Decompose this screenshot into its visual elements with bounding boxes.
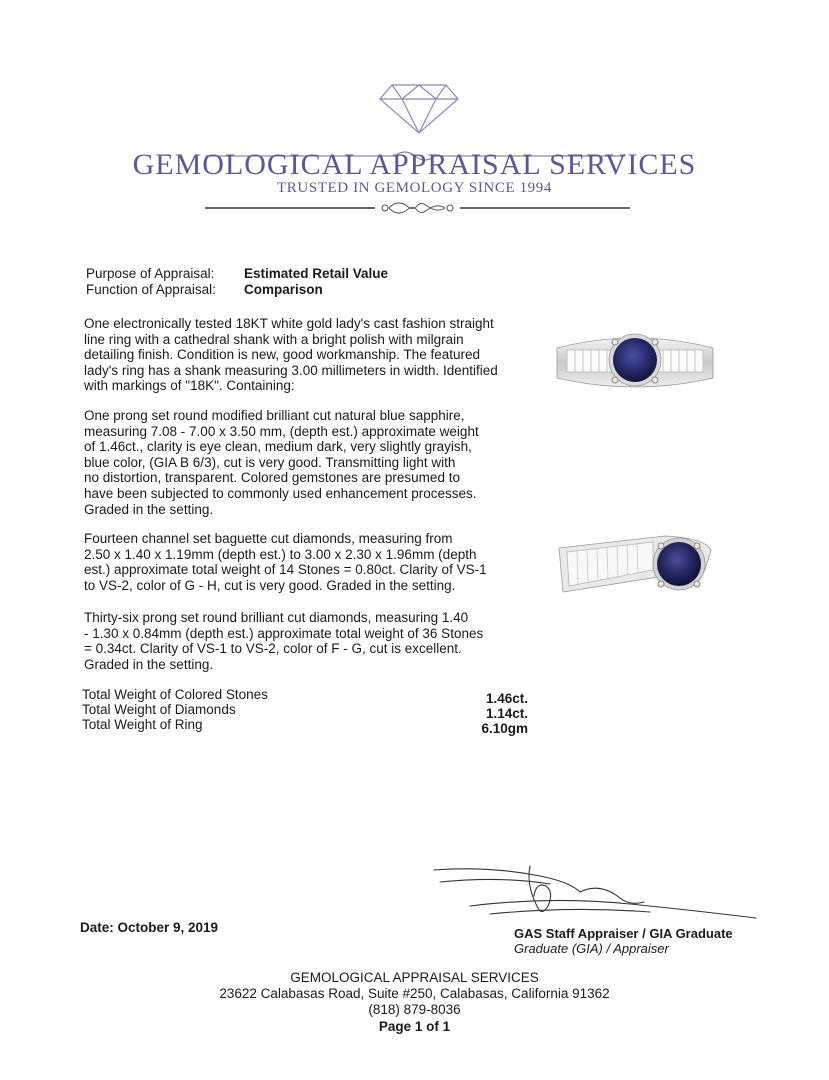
appraiser-signature — [430, 862, 760, 924]
appraisal-date: Date: October 9, 2019 — [80, 920, 219, 935]
ring-photo-top — [555, 318, 715, 400]
description-paragraph — [84, 316, 504, 394]
text-line: no distortion, transparent. Colored gemstones are presumed to — [84, 470, 460, 486]
text-line: measuring 7.08 - 7.00 x 3.50 mm, (depth est.) approximate weight — [84, 423, 479, 439]
footer-company: GEMOLOGICAL APPRAISAL SERVICES — [290, 970, 539, 985]
round-diamonds-paragraph — [84, 610, 504, 672]
function-label: Function of Appraisal: — [86, 282, 216, 297]
text-line: est.) approximate total weight of 14 Stones = 0.80ct. Clarity of VS-1 — [84, 562, 487, 578]
appraiser-title: GAS Staff Appraiser / GIA Graduate — [514, 926, 733, 941]
total-ring-label: Total Weight of Ring — [82, 717, 203, 732]
text-line: line ring with a cathedral shank with a bright polish with milgrain — [84, 331, 464, 347]
ring-photo-side — [555, 530, 715, 602]
text-line: to VS-2, color of G - H, cut is very good. Graded in the setting. — [84, 577, 456, 593]
text-line: Fourteen channel set baguette cut diamonds, measuring from — [84, 531, 453, 546]
text-line: Graded in the setting. — [84, 501, 214, 517]
text-line: 2.50 x 1.40 x 1.19mm (depth est.) to 3.00 x 2.30 x 1.96mm (depth — [84, 546, 477, 562]
text-line: One prong set round modified brilliant cut natural blue sapphire, — [84, 408, 465, 423]
text-line: lady's ring has a shank measuring 3.00 millimeters in width. Identified — [84, 362, 498, 378]
total-colored-stones-value: 1.46ct. — [485, 691, 528, 706]
text-line: detailing finish. Condition is new, good workmanship. The featured — [84, 347, 480, 363]
footer-address: 23622 Calabasas Road, Suite #250, Calabasas, California 91362 — [219, 986, 610, 1001]
total-diamonds-value: 1.14ct. — [485, 706, 528, 721]
text-line: - 1.30 x 0.84mm (depth est.) approximate total weight of 36 Stones — [84, 625, 484, 641]
diamond-logo-icon — [378, 83, 460, 135]
purpose-label: Purpose of Appraisal: — [86, 266, 215, 281]
text-line: Thirty-six prong set round brilliant cut diamonds, measuring 1.40 — [84, 610, 469, 625]
appraiser-subtitle: Graduate (GIA) / Appraiser — [514, 941, 669, 956]
total-ring-value: 6.10gm — [481, 721, 528, 736]
text-line: have been subjected to commonly used enhancement processes. — [84, 485, 477, 501]
sapphire-paragraph — [84, 408, 504, 517]
text-line: with markings of "18K". Containing: — [84, 378, 295, 394]
total-diamonds-label: Total Weight of Diamonds — [82, 702, 236, 717]
company-name: GEMOLOGICAL APPRAISAL SERVICES — [132, 148, 697, 181]
text-line: = 0.34ct. Clarity of VS-1 to VS-2, color of F - G, cut is excellent. — [84, 641, 462, 657]
function-value: Comparison — [244, 282, 323, 297]
company-tagline: TRUSTED IN GEMOLOGY SINCE 1994 — [277, 180, 552, 196]
page-number: Page 1 of 1 — [378, 1019, 451, 1034]
footer-phone: (818) 879-8036 — [368, 1002, 461, 1017]
text-line: blue color, (GIA B 6/3), cut is very good. Transmitting light with — [84, 454, 456, 470]
total-colored-stones-label: Total Weight of Colored Stones — [82, 687, 268, 702]
text-line: of 1.46ct., clarity is eye clean, medium dark, very slightly grayish, — [84, 439, 472, 455]
text-line: One electronically tested 18KT white gold lady's cast fashion straight — [84, 316, 494, 331]
baguette-diamonds-paragraph — [84, 531, 504, 593]
purpose-value: Estimated Retail Value — [244, 266, 389, 281]
text-line: Graded in the setting. — [84, 656, 214, 672]
ornament-rule-bottom — [205, 198, 630, 218]
